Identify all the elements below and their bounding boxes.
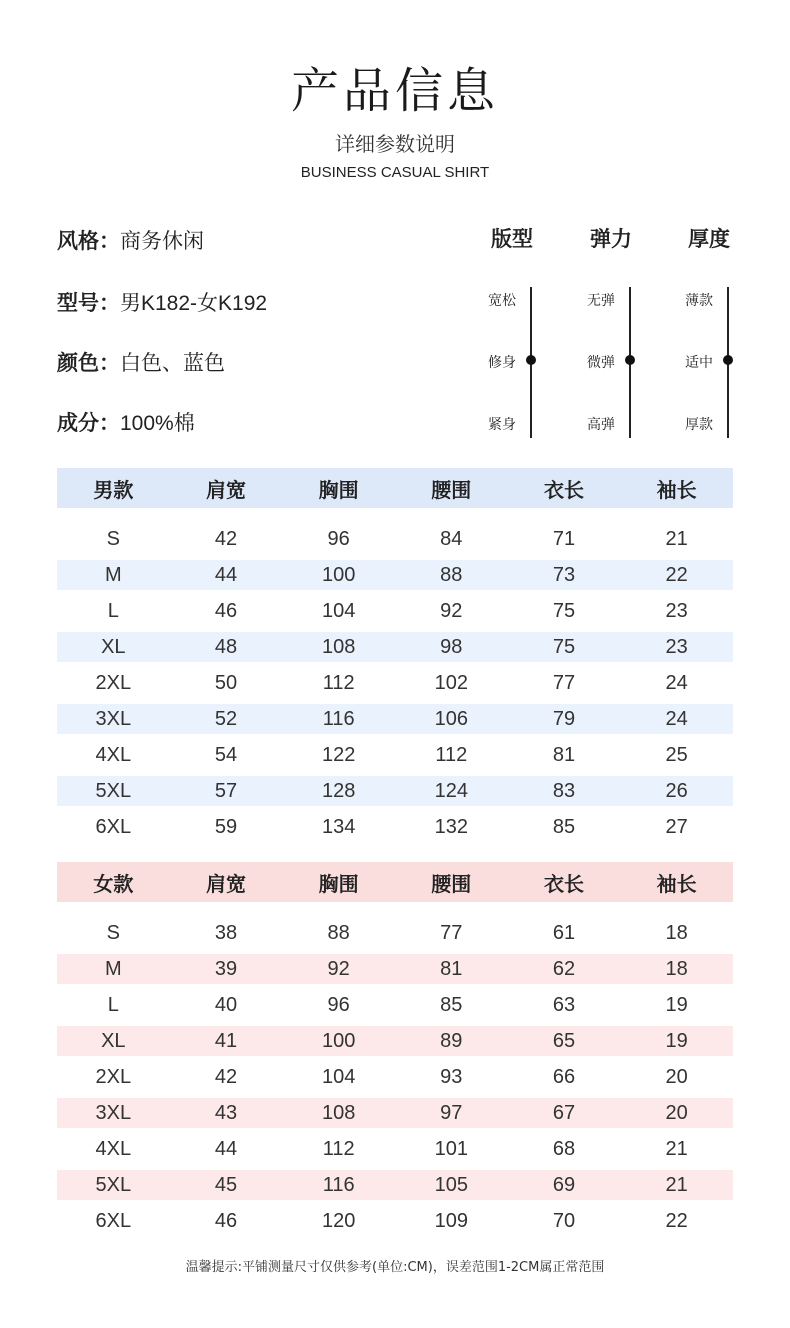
table-row [57,1062,733,1092]
scale-thickness-bottom-label: 厚款 [685,417,713,433]
table-cell: 54 [214,743,238,766]
spec-label: 颜色： [57,351,120,375]
table-cell: 23 [665,599,688,622]
table-row [57,668,733,698]
table-cell: 108 [321,635,356,658]
table-cell: 81 [552,743,576,766]
men-header-cell: 衣长 [543,477,584,502]
spec-value: 100%棉 [120,412,195,435]
table-cell: 19 [665,1029,688,1052]
table-cell: 6XL [95,815,132,838]
women-header-cell: 女款 [93,871,134,896]
table-cell: M [104,563,122,586]
table-cell: 65 [552,1029,576,1052]
table-cell: 21 [665,1173,688,1196]
table-cell: 88 [327,921,350,944]
table-cell: L [107,993,119,1016]
scale-thickness-title: 厚度 [688,227,730,251]
table-cell: 109 [434,1209,468,1232]
table-cell: 116 [322,707,355,730]
table-cell: 102 [434,671,468,694]
table-cell: 75 [552,635,576,658]
table-cell: 52 [214,707,238,730]
table-cell: 100 [321,563,356,586]
table-cell: 24 [665,671,688,694]
men-header-cell: 腰围 [431,477,472,502]
table-cell: 59 [214,815,238,838]
table-cell: 70 [552,1209,576,1232]
table-cell: 97 [440,1101,463,1124]
women-header-cell: 胸围 [318,871,359,896]
table-cell: 57 [214,779,238,802]
table-row [57,632,733,662]
table-cell: 21 [665,527,688,550]
table-cell: 4XL [95,1137,132,1160]
table-cell: 96 [327,527,350,550]
table-cell: 3XL [95,1101,132,1124]
table-cell: 92 [327,957,350,980]
table-cell: 124 [434,779,468,802]
scale-fit-bottom-label: 紧身 [488,417,516,433]
spec-value: 男K182-女K192 [120,292,268,315]
table-cell: 46 [214,599,238,622]
table-cell: 83 [552,779,576,802]
scale-fit-middle-label: 修身 [488,355,516,371]
table-cell: 85 [552,815,576,838]
table-cell: 23 [665,635,688,658]
table-cell: 66 [552,1065,576,1088]
table-cell: 39 [214,957,238,980]
men-table-header [57,468,733,508]
table-row [57,776,733,806]
table-row [57,740,733,770]
table-cell: 77 [552,671,576,694]
table-cell: 62 [552,957,576,980]
table-row [57,524,733,554]
table-cell: 20 [665,1101,688,1124]
footer-note: 温馨提示:平铺测量尺寸仅供参考(单位:CM)，误差范围1-2CM属正常范围 [185,1260,605,1275]
page-title: 产品信息 [290,63,499,119]
table-cell: 112 [322,1137,355,1160]
table-cell: 71 [552,527,576,550]
table-cell: 100 [321,1029,356,1052]
table-row [57,1134,733,1164]
women-table-header [57,862,733,902]
table-cell: 106 [434,707,468,730]
table-cell: 79 [552,707,576,730]
table-cell: S [106,527,120,550]
table-cell: 6XL [95,1209,132,1232]
table-cell: 27 [665,815,688,838]
table-row [57,560,733,590]
table-cell: 41 [214,1029,238,1052]
table-cell: 77 [440,921,463,944]
spec-model [57,287,267,317]
table-cell: 50 [214,671,238,694]
table-cell: S [106,921,120,944]
table-cell: 44 [214,563,238,586]
spec-style [57,225,204,255]
table-cell: 112 [435,743,468,766]
table-cell: 42 [214,527,238,550]
table-cell: 104 [321,1065,356,1088]
table-cell: 122 [321,743,356,766]
table-cell: 101 [434,1137,468,1160]
table-row [57,704,733,734]
table-cell: 112 [322,671,355,694]
table-cell: M [104,957,122,980]
table-cell: 2XL [95,1065,132,1088]
table-cell: 68 [552,1137,576,1160]
scale-stretch-middle-label: 微弹 [587,355,615,371]
table-cell: 44 [214,1137,238,1160]
table-row [57,1170,733,1200]
table-row [57,596,733,626]
table-cell: 42 [214,1065,238,1088]
table-row [57,918,733,948]
table-cell: 96 [327,993,350,1016]
scale-stretch-bottom-label: 高弹 [587,417,615,433]
table-cell: 85 [440,993,463,1016]
table-cell: L [107,599,119,622]
table-row [57,990,733,1020]
men-header-cell: 胸围 [318,477,359,502]
table-cell: 18 [665,921,688,944]
table-cell: 88 [440,563,463,586]
table-cell: 18 [665,957,688,980]
spec-label: 型号： [57,291,120,315]
table-cell: 89 [440,1029,463,1052]
table-cell: 93 [440,1065,463,1088]
scale-fit-title: 版型 [491,227,533,251]
table-cell: 63 [552,993,576,1016]
table-cell: 98 [440,635,463,658]
women-header-cell: 衣长 [543,871,584,896]
table-row [57,1206,733,1236]
table-cell: 21 [665,1137,688,1160]
table-cell: 116 [322,1173,355,1196]
men-header-cell: 男款 [93,477,134,502]
table-cell: 40 [214,993,238,1016]
table-cell: XL [101,1029,126,1052]
table-row [57,812,733,842]
scale-fit-marker [526,355,536,365]
scale-stretch-title: 弹力 [590,227,632,251]
spec-label: 成分： [57,411,120,435]
spec-label: 风格： [57,229,120,253]
table-row [57,1098,733,1128]
table-cell: 45 [214,1173,238,1196]
table-cell: 5XL [95,1173,132,1196]
scale-thickness-marker [723,355,733,365]
scale-thickness-top-label: 薄款 [685,293,713,309]
table-cell: 46 [214,1209,238,1232]
table-cell: 81 [440,957,463,980]
table-cell: 120 [321,1209,356,1232]
men-header-cell: 肩宽 [205,477,246,502]
table-cell: 128 [321,779,356,802]
table-cell: 84 [440,527,463,550]
table-cell: 48 [214,635,238,658]
table-cell: 43 [214,1101,238,1124]
table-cell: 92 [440,599,463,622]
women-header-cell: 肩宽 [205,871,246,896]
scale-stretch-top-label: 无弹 [587,293,615,309]
page-subtitle-en: BUSINESS CASUAL SHIRT [300,164,490,181]
table-cell: 105 [434,1173,468,1196]
table-cell: 134 [321,815,356,838]
table-cell: 26 [665,779,688,802]
spec-color [57,347,225,377]
table-cell: 69 [552,1173,576,1196]
table-cell: 67 [552,1101,576,1124]
table-cell: 73 [552,563,576,586]
table-cell: 108 [321,1101,356,1124]
table-cell: 61 [552,921,576,944]
women-header-cell: 袖长 [656,871,697,896]
scale-thickness-middle-label: 适中 [685,355,713,371]
scale-stretch-marker [625,355,635,365]
scale-fit-top-label: 宽松 [488,293,516,309]
table-cell: 38 [214,921,238,944]
table-cell: 25 [665,743,688,766]
table-cell: 20 [665,1065,688,1088]
table-cell: 19 [665,993,688,1016]
women-header-cell: 腰围 [431,871,472,896]
spec-material [57,407,195,437]
table-cell: 132 [434,815,468,838]
table-cell: 2XL [95,671,132,694]
table-cell: 22 [665,563,688,586]
table-row [57,1026,733,1056]
table-cell: 4XL [95,743,132,766]
men-header-cell: 袖长 [656,477,697,502]
table-cell: 75 [552,599,576,622]
table-cell: 3XL [95,707,132,730]
spec-value: 商务休闲 [120,230,204,253]
page-subtitle: 详细参数说明 [335,132,455,156]
spec-value: 白色、蓝色 [120,352,225,375]
table-row [57,954,733,984]
table-cell: XL [101,635,126,658]
table-cell: 24 [665,707,688,730]
table-cell: 5XL [95,779,132,802]
table-cell: 22 [665,1209,688,1232]
table-cell: 104 [321,599,356,622]
